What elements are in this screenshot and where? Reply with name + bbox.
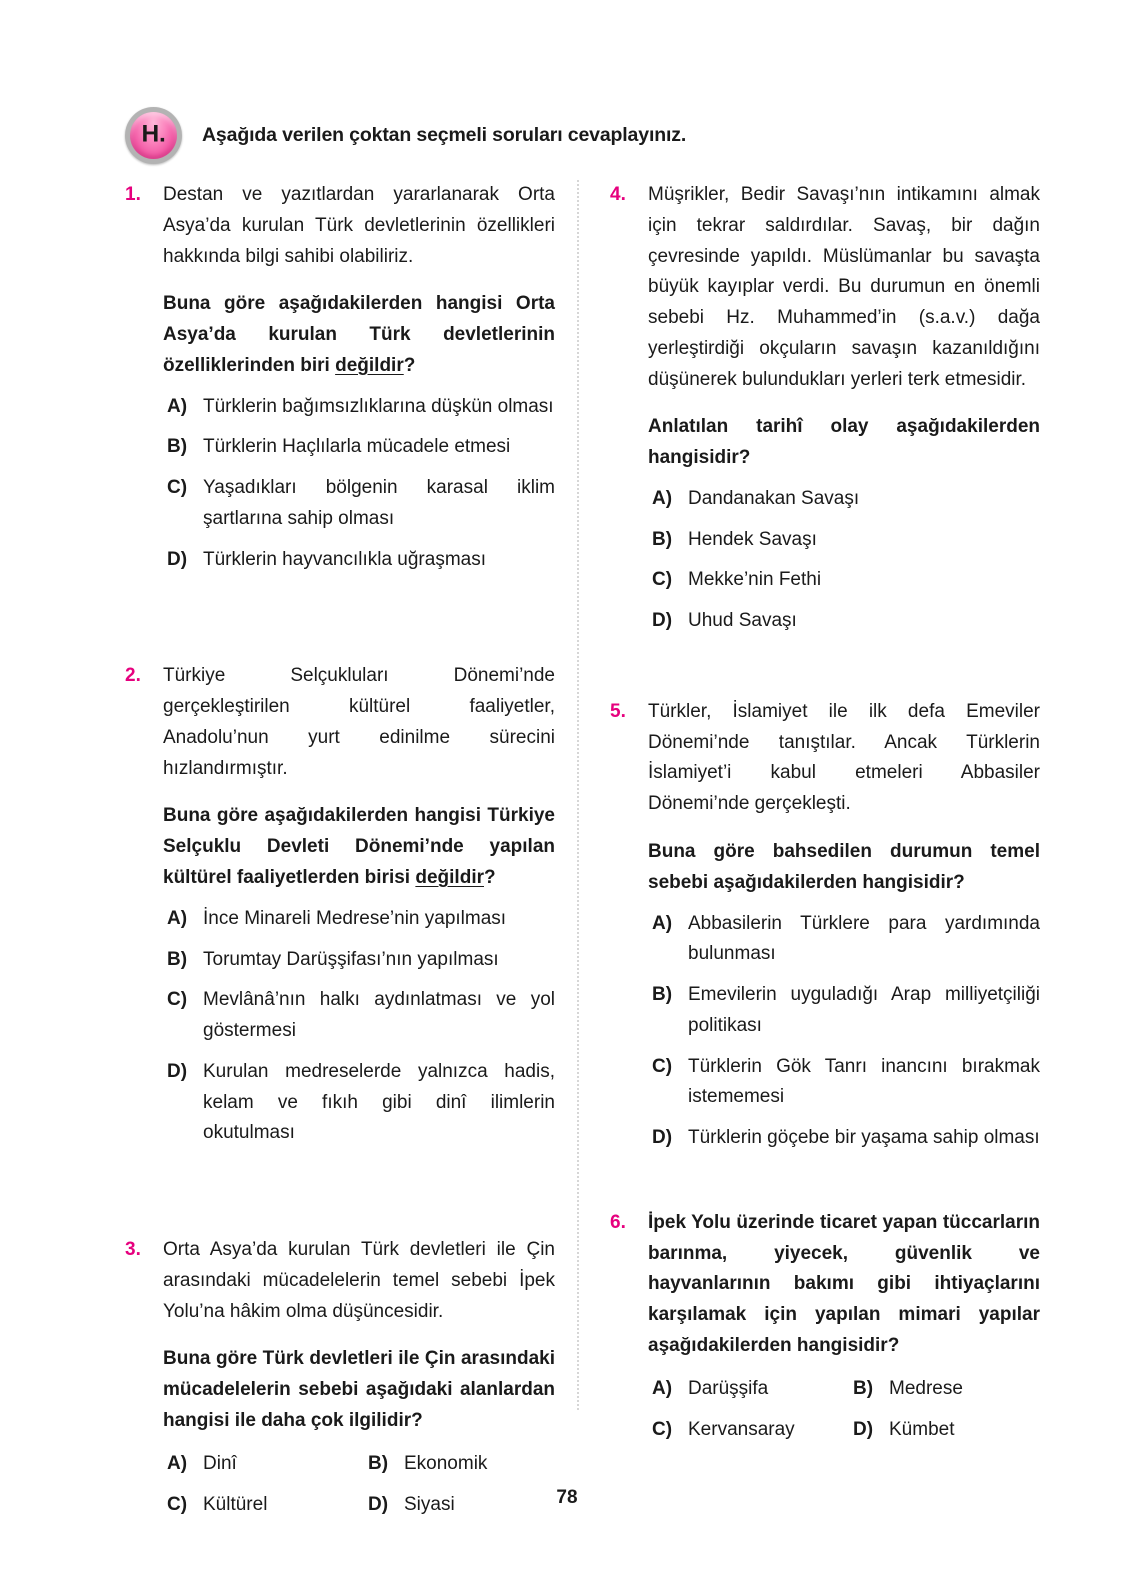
option-text: Darüşşifa bbox=[688, 1377, 769, 1399]
option-text: Abbasilerin Türklere para yardımında bulunması bbox=[688, 912, 1040, 965]
option-c[interactable] bbox=[648, 565, 1040, 596]
option-text: Torumtay Darüşşifası’nın yapılması bbox=[203, 948, 499, 970]
section-instruction: Aşağıda verilen çoktan seçmeli soruları cevaplayınız. bbox=[202, 123, 687, 146]
option-letter: A) bbox=[652, 912, 673, 934]
option-c[interactable] bbox=[163, 473, 555, 535]
question-prompt-lead: Buna göre aşağıdakilerden hangisi Türkiye Selçuklu Devleti Dönemi’nde yapılan kültürel faaliyetlerden birisi bbox=[163, 805, 555, 889]
option-text: Türklerin Haçlılarla mücadele etmesi bbox=[203, 436, 511, 458]
section-badge bbox=[125, 107, 182, 164]
question-stem: Destan ve yazıtlardan yararlanarak Orta Asya’da kurulan Türk devletlerinin özellikleri hakkında bilgi sahibi olabiliriz. bbox=[163, 184, 555, 267]
question-3 bbox=[125, 1235, 555, 1520]
option-a[interactable] bbox=[648, 484, 1040, 515]
option-letter: D) bbox=[652, 610, 673, 632]
option-letter: A) bbox=[167, 1452, 188, 1474]
option-text: Türklerin Gök Tanrı inancını bırakmak istememesi bbox=[688, 1055, 1040, 1108]
option-text: Kümbet bbox=[889, 1418, 955, 1440]
option-text: Kültürel bbox=[203, 1493, 268, 1515]
question-number: 2. bbox=[125, 665, 141, 687]
option-list bbox=[648, 909, 1040, 1154]
option-list bbox=[163, 392, 555, 576]
option-d[interactable] bbox=[163, 545, 555, 576]
question-6 bbox=[610, 1208, 1040, 1445]
option-letter: A) bbox=[652, 1377, 673, 1399]
question-prompt bbox=[648, 837, 1040, 899]
option-letter: C) bbox=[167, 989, 188, 1011]
option-letter: A) bbox=[167, 395, 188, 417]
option-text: Türklerin göçebe bir yaşama sahip olması bbox=[688, 1127, 1040, 1149]
option-d[interactable] bbox=[849, 1415, 1040, 1446]
option-letter: C) bbox=[167, 1493, 188, 1515]
option-d[interactable] bbox=[163, 1057, 555, 1149]
option-text: Türklerin hayvancılıkla uğraşması bbox=[203, 548, 486, 570]
option-text: Ekonomik bbox=[404, 1452, 488, 1474]
page-number: 78 bbox=[556, 1487, 578, 1508]
section-header bbox=[125, 104, 1025, 166]
option-b[interactable] bbox=[163, 432, 555, 463]
question-prompt-lead: Buna göre bahsedilen durumun temel sebebi aşağıdakilerden hangisidir? bbox=[648, 841, 1040, 893]
option-letter: A) bbox=[652, 487, 673, 509]
question-gap bbox=[125, 1149, 555, 1235]
option-letter: B) bbox=[853, 1377, 874, 1399]
question-1 bbox=[125, 180, 555, 575]
option-text: Kurulan medreselerde yalnızca hadis, kelam ve fıkıh gibi dinî ilimlerin okutulması bbox=[203, 1060, 555, 1144]
option-text: Mekke’nin Fethi bbox=[688, 569, 822, 591]
option-text: Siyasi bbox=[404, 1493, 455, 1515]
question-number: 3. bbox=[125, 1239, 141, 1261]
left-column bbox=[125, 180, 555, 1520]
option-d[interactable] bbox=[648, 1123, 1040, 1154]
option-letter: D) bbox=[652, 1127, 673, 1149]
option-text: Mevlânâ’nın halkı aydınlatması ve yol göstermesi bbox=[203, 989, 555, 1042]
option-letter: B) bbox=[652, 528, 673, 550]
question-stem: Türkler, İslamiyet ile ilk defa Emeviler Dönemi’nde tanıştılar. Ancak Türklerin İslamiyet’i kabul etmeleri Abbasiler Dönemi’nde gerçekleşti. bbox=[648, 700, 1040, 815]
option-a[interactable] bbox=[163, 392, 555, 423]
option-text: Emevilerin uyguladığı Arap milliyetçiliği politikası bbox=[688, 984, 1040, 1036]
option-a[interactable] bbox=[648, 1374, 839, 1405]
question-stem: Orta Asya’da kurulan Türk devletleri ile Çin arasındaki mücadelelerin temel sebebi İpek Yolu’na hâkim olma düşüncesidir. bbox=[163, 1239, 555, 1322]
option-letter: B) bbox=[368, 1452, 389, 1474]
question-number: 6. bbox=[610, 1211, 626, 1233]
option-text: Kervansaray bbox=[688, 1418, 795, 1440]
question-2 bbox=[125, 661, 555, 1149]
option-b[interactable] bbox=[163, 945, 555, 976]
option-letter: D) bbox=[167, 548, 188, 570]
option-text: İnce Minareli Medrese’nin yapılması bbox=[203, 907, 507, 929]
option-d[interactable] bbox=[648, 606, 1040, 637]
question-number: 1. bbox=[125, 184, 141, 205]
question-prompt-emphasis: değildir bbox=[415, 867, 484, 889]
question-stem: Türkiye Selçukluları Dönemi’nde gerçekleştirilen kültürel faaliyetler, Anadolu’nun yurt edinilme sürecini hızlandırmıştır. bbox=[163, 665, 555, 779]
option-text: Türklerin bağımsızlıklarına düşkün olması bbox=[203, 395, 554, 417]
option-b[interactable] bbox=[648, 525, 1040, 556]
option-letter: B) bbox=[167, 948, 188, 970]
option-letter: C) bbox=[167, 477, 188, 499]
question-4 bbox=[610, 180, 1040, 637]
option-list bbox=[648, 1374, 1040, 1446]
section-badge-label: H. bbox=[141, 120, 166, 148]
question-prompt-lead: İpek Yolu üzerinde ticaret yapan tüccarların barınma, yiyecek, güvenlik ve hayvanlarının bakımı gibi ihtiyaçlarını karşılamak için yapılan mimari yapılar aşağıdakilerden hangisidir? bbox=[648, 1211, 1040, 1356]
option-c[interactable] bbox=[648, 1415, 839, 1446]
option-letter: C) bbox=[652, 569, 673, 591]
question-prompt bbox=[163, 289, 555, 381]
column-divider bbox=[577, 180, 579, 1410]
question-prompt-emphasis: değildir bbox=[335, 354, 404, 376]
question-prompt-lead: Buna göre Türk devletleri ile Çin arasındaki mücadelelerin sebebi aşağıdaki alanlardan hangisi ile daha çok ilgilidir? bbox=[163, 1348, 555, 1431]
option-list bbox=[648, 484, 1040, 637]
option-letter: D) bbox=[853, 1418, 874, 1440]
option-b[interactable] bbox=[849, 1374, 1040, 1405]
option-c[interactable] bbox=[648, 1052, 1040, 1114]
question-gap bbox=[125, 575, 555, 661]
option-letter: D) bbox=[167, 1060, 188, 1082]
option-text: Uhud Savaşı bbox=[688, 610, 797, 632]
question-prompt-lead: Anlatılan tarihî olay aşağıdakilerden hangisidir? bbox=[648, 416, 1040, 469]
option-c[interactable] bbox=[163, 985, 555, 1047]
option-letter: B) bbox=[167, 436, 188, 458]
option-text: Hendek Savaşı bbox=[688, 528, 817, 550]
option-letter: A) bbox=[167, 907, 188, 929]
option-list bbox=[163, 1449, 555, 1521]
option-text: Dandanakan Savaşı bbox=[688, 487, 860, 509]
option-letter: C) bbox=[652, 1055, 673, 1077]
question-prompt bbox=[648, 412, 1040, 474]
question-prompt-tail: ? bbox=[484, 867, 496, 889]
question-prompt bbox=[163, 1344, 555, 1436]
question-gap bbox=[610, 1154, 1040, 1208]
question-stem: Müşrikler, Bedir Savaşı’nın intikamını almak için tekrar saldırdılar. Savaş, bir dağın çevresinde yapıldı. Müslümanlar bu savaşta büyük kayıplar verdi. Bu durumun en önemli sebebi Hz. Muhammed’in (s.a.v.) dağa yerleştirdiği okçuların savaşın kazanıldığını düşünerek bulundukları yerleri terk etmesidir. bbox=[648, 184, 1040, 390]
question-prompt bbox=[648, 1208, 1040, 1362]
option-text: Dinî bbox=[203, 1452, 237, 1474]
question-prompt-lead: Buna göre aşağıdakilerden hangisi Orta Asya’da kurulan Türk devletlerinin özelliklerinden biri bbox=[163, 293, 555, 376]
question-prompt-tail: ? bbox=[403, 354, 416, 376]
option-a[interactable] bbox=[163, 904, 555, 935]
right-column bbox=[610, 180, 1040, 1445]
option-letter: D) bbox=[368, 1493, 389, 1515]
question-prompt bbox=[163, 801, 555, 893]
option-b[interactable] bbox=[648, 980, 1040, 1042]
question-5 bbox=[610, 697, 1040, 1154]
question-number: 5. bbox=[610, 700, 626, 722]
option-text: Yaşadıkları bölgenin karasal iklim şartlarına sahip olması bbox=[203, 477, 555, 529]
question-gap bbox=[610, 637, 1040, 697]
section-badge-inner bbox=[130, 112, 177, 159]
question-number: 4. bbox=[610, 184, 626, 205]
option-letter: B) bbox=[652, 984, 673, 1006]
option-a[interactable] bbox=[648, 909, 1040, 971]
option-letter: C) bbox=[652, 1418, 673, 1440]
option-text: Medrese bbox=[889, 1377, 963, 1399]
option-b[interactable] bbox=[364, 1449, 555, 1480]
option-list bbox=[163, 904, 555, 1149]
option-a[interactable] bbox=[163, 1449, 354, 1480]
